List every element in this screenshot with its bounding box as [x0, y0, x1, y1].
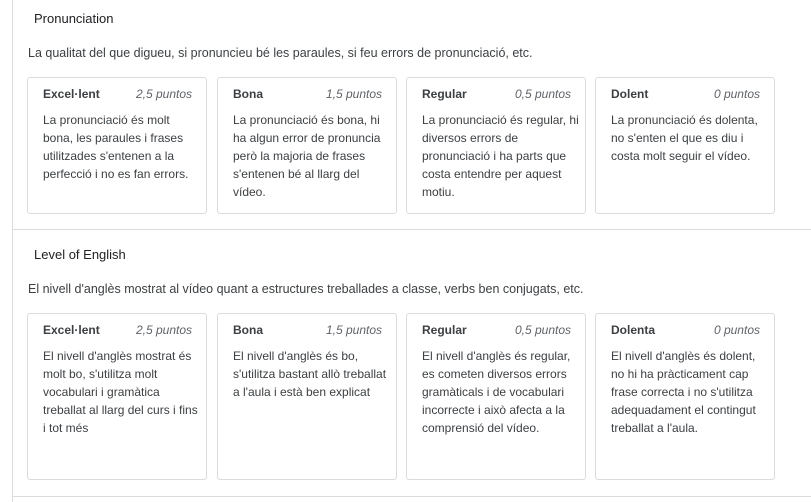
criterion-pronunciation: [13, 0, 811, 229]
level-list: [27, 77, 787, 214]
level-description: El nivell d'anglès és regular, es cometen diversos errors gramàticals i de vocabulari incorrecte i això afecta a la comprensió del vídeo.: [422, 349, 571, 435]
level-points: 0,5 puntos: [514, 323, 571, 337]
criterion-description: El nivell d'anglès mostrat al vídeo quant a estructures treballades a classe, verbs ben conjugats, etc.: [28, 282, 584, 296]
level-points: 0 puntos: [713, 87, 760, 101]
level-description: La pronunciació és bona, hi ha algun error de pronuncia però la majoria de frases s'entenen bé al llarg del vídeo.: [233, 113, 381, 199]
level-description: La pronunciació és regular, hi diversos errors de pronunciació i ha parts que costa entendre per aquest motiu.: [422, 113, 579, 199]
level-description: El nivell d'anglès és dolent, no hi ha pràcticament cap frase correcta i no s'utilitza adequadament el contingut treballat a l'aula.: [611, 349, 756, 435]
level-name: Excel·lent: [43, 87, 100, 101]
level-description: El nivell d'anglès és bo, s'utilitza bastant allò treballat a l'aula i està ben explicat: [233, 349, 387, 399]
level-card-regular[interactable]: [406, 77, 586, 214]
level-points: 0 puntos: [713, 323, 760, 337]
level-name: Regular: [422, 87, 467, 101]
level-points: 1,5 puntos: [325, 87, 382, 101]
criterion-description: La qualitat del que digueu, si pronuncieu bé les paraules, si feu errors de pronunciació, etc.: [28, 46, 533, 60]
level-card-good[interactable]: [217, 77, 397, 214]
level-points: 2,5 puntos: [135, 323, 192, 337]
criterion-title: Level of English: [34, 247, 126, 262]
level-name: Excel·lent: [43, 323, 100, 337]
level-description: La pronunciació és molt bona, les paraules i frases utilitzades s'entenen a la perfecció i no es fan errors.: [43, 113, 189, 181]
level-card-excellent[interactable]: [27, 313, 207, 480]
criterion-level-of-english: [13, 230, 811, 496]
level-name: Bona: [233, 87, 263, 101]
level-name: Dolenta: [611, 323, 656, 337]
level-name: Regular: [422, 323, 467, 337]
level-card-poor[interactable]: [595, 313, 775, 480]
level-description: El nivell d'anglès mostrat és molt bo, s'utilitza molt vocabulari i gramàtica treballat al llarg del curs i fins i tot més: [43, 349, 198, 435]
level-points: 2,5 puntos: [135, 87, 192, 101]
level-name: Bona: [233, 323, 263, 337]
level-description: La pronunciació és dolenta, no s'enten el que es diu i costa molt seguir el vídeo.: [611, 113, 758, 163]
level-card-good[interactable]: [217, 313, 397, 480]
level-card-excellent[interactable]: [27, 77, 207, 214]
level-list: [27, 313, 787, 480]
level-card-regular[interactable]: [406, 313, 586, 480]
level-points: 0,5 puntos: [514, 87, 571, 101]
level-points: 1,5 puntos: [325, 323, 382, 337]
section-divider: [13, 496, 811, 497]
criterion-title: Pronunciation: [34, 11, 114, 26]
level-name: Dolent: [611, 87, 649, 101]
level-card-poor[interactable]: [595, 77, 775, 214]
